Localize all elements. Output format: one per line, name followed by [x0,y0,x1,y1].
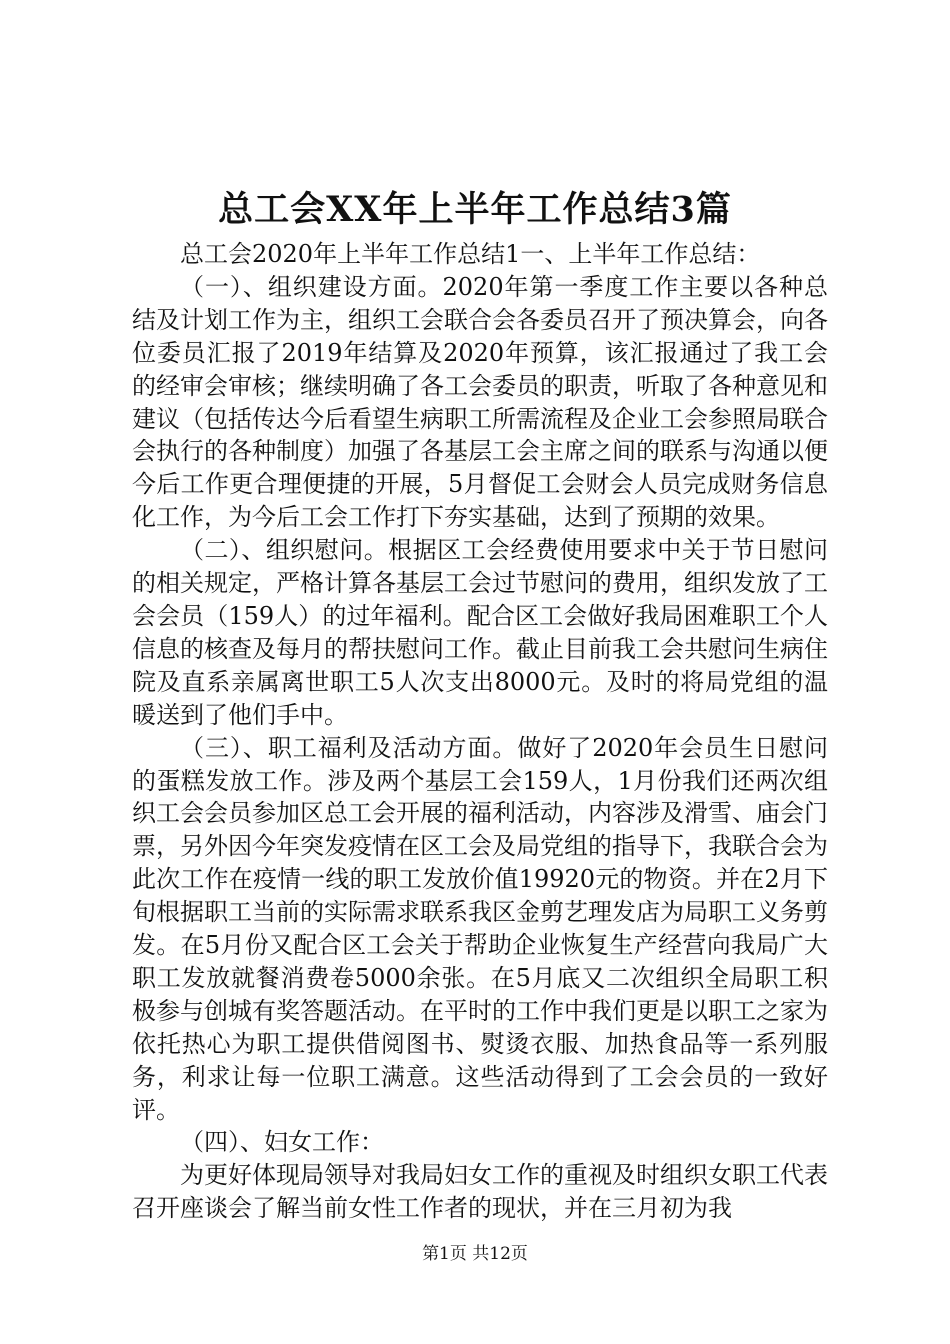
paragraph-condolence: （二）、组织慰问。根据区工会经费使用要求中关于节日慰问的相关规定，严格计算各基层工会过节慰问的费用，组织发放了工会会员（159人）的过年福利。配合区工会做好我局困难职工个人信息的核查及每月的帮扶慰问工作。截止目前我工会共慰问生病住院及直系亲属离世职工5人次支出8000元。及时的将局党组的温暖送到了他们手中。 [132,536,828,729]
paragraph-women-work: 为更好体现局领导对我局妇女工作的重视及时组织女职工代表召开座谈会了解当前女性工作者的现状，并在三月初为我 [132,1161,828,1223]
paragraph-welfare: （三）、职工福利及活动方面。做好了2020年会员生日慰问的蛋糕发放工作。涉及两个基层工会159人，1月份我们还两次组织工会会员参加区总工会开展的福利活动，内容涉及滑雪、庙会门票，另外因今年突发疫情在区工会及局党组的指导下，我联合会为此次工作在疫情一线的职工发放价值19920元的物资。并在2月下旬根据职工当前的实际需求联系我区金剪艺理发店为局职工义务剪发。在5月份又配合区工会关于帮助企业恢复生产经营向我局广大职工发放就餐消费卷5000余张。在5月底又二次组织全局职工积极参与创城有奖答题活动。在平时的工作中我们更是以职工之家为依托热心为职工提供借阅图书、熨烫衣服、加热食品等一系列服务，利求让每一位职工满意。这些活动得到了工会会员的一致好评。 [132,733,828,1124]
document-title: 总工会XX年上半年工作总结3篇 [218,189,732,230]
paragraph-intro: 总工会2020年上半年工作总结1一、上半年工作总结： [180,240,761,268]
paragraph-women-heading: （四）、妇女工作： [180,1128,384,1157]
page-number-footer: 第1页 共12页 [422,1244,528,1264]
document-body [132,238,828,1225]
paragraph-organization: （一）、组织建设方面。2020年第一季度工作主要以各种总结及计划工作为主，组织工会联合会各委员召开了预决算会，向各位委员汇报了2019年结算及2020年预算，该汇报通过了我工会的经审会审核；继续明确了各工会委员的职责，听取了各种意见和建议（包括传达今后看望生病职工所需流程及企业工会参照局联合会执行的各种制度）加强了各基层工会主席之间的联系与沟通以便今后工作更合理便捷的开展，5月督促工会财会人员完成财务信息化工作，为今后工会工作打下夯实基础，达到了预期的效果。 [132,272,828,532]
